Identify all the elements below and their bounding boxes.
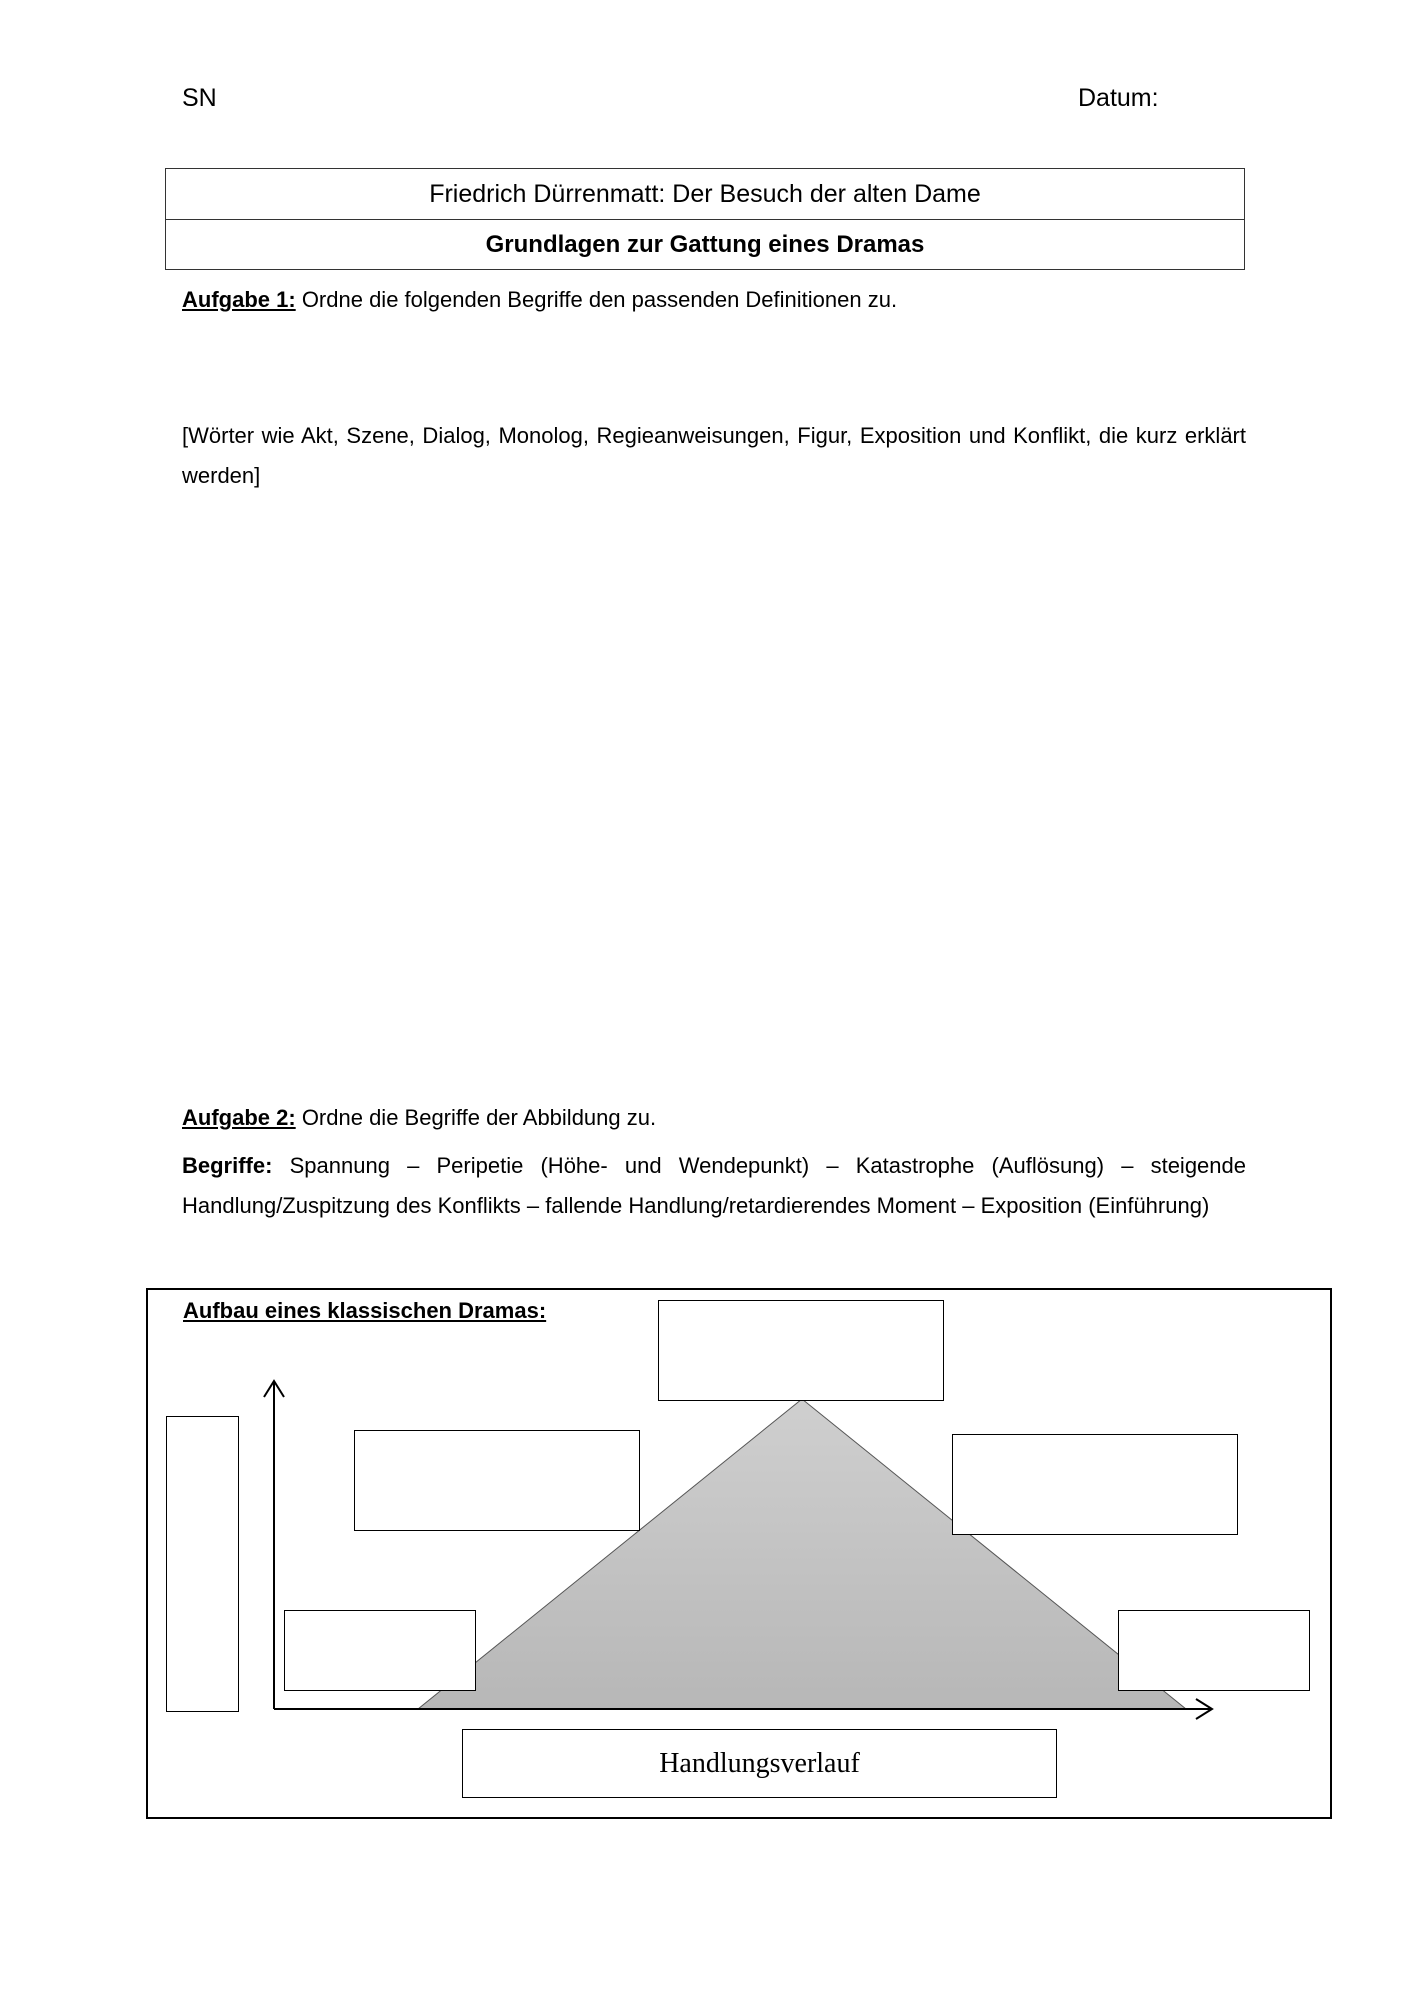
title-box [165,168,1245,270]
task1-instruction: Ordne die folgenden Begriffe den passenden Definitionen zu. [301,287,898,312]
task2-instruction: Ordne die Begriffe der Abbildung zu. [301,1105,657,1130]
task1-note: [Wörter wie Akt, Szene, Dialog, Monolog, Regieanweisungen, Figur, Exposition und Konflikt, die kurz erklärt werden] [182,423,1246,488]
answer-box-peak[interactable] [658,1300,944,1401]
terms-text: Spannung – Peripetie (Höhe- und Wendepunkt) – Katastrophe (Auflösung) – steigende Handlung/Zuspitzung des Konflikts – fallende Handlung/retardierendes Moment – Exposition (Einführung) [182,1153,1247,1218]
answer-box-rising[interactable] [354,1430,640,1531]
answer-box-falling[interactable] [952,1434,1238,1535]
terms-label: Begriffe: [182,1153,273,1178]
worksheet-subtitle: Grundlagen zur Gattung eines Dramas [485,231,925,258]
task2-label: Aufgabe 2: [182,1105,296,1130]
x-axis-label-box [462,1729,1057,1798]
task1-heading [182,280,1242,320]
worksheet-title: Friedrich Dürrenmatt: Der Besuch der alten Dame [166,169,1244,220]
answer-box-catastrophe[interactable] [1118,1610,1310,1691]
sn-label: SN [182,84,217,112]
date-label: Datum: [1078,84,1159,112]
drama-structure-diagram [146,1288,1332,1819]
task2-heading [182,1098,1242,1138]
task1-label: Aufgabe 1: [182,287,296,312]
x-axis-label: Handlungsverlauf [659,1748,860,1779]
diagram-title: Aufbau eines klassischen Dramas: [183,1298,547,1323]
answer-box-exposition[interactable] [284,1610,476,1691]
answer-box-tension-axis[interactable] [166,1416,239,1712]
task2-terms [182,1146,1246,1226]
